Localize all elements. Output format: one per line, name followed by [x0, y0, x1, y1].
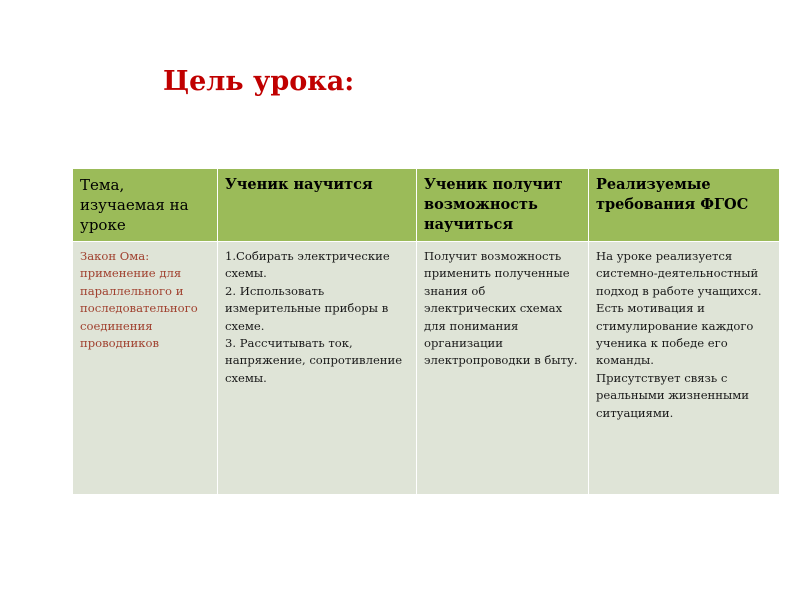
- header-topic: Тема, изучаемая на уроке: [73, 169, 218, 242]
- header-will-learn: Ученик научится: [218, 169, 417, 242]
- lesson-goals-table: [72, 168, 780, 495]
- cell-topic: Закон Ома: применение для параллельного и последовательного соединения проводников: [73, 242, 218, 495]
- header-opportunity: Ученик получит возможность научиться: [417, 169, 589, 242]
- cell-will-learn: [218, 242, 417, 495]
- will-learn-item: 1.Собирать электрические схемы.: [225, 249, 390, 281]
- cell-fgos: [589, 242, 780, 495]
- header-fgos: Реализуемые требования ФГОС: [589, 169, 780, 242]
- table-row: [73, 242, 780, 495]
- table-header-row: [73, 169, 780, 242]
- fgos-item: Есть мотивация и стимулирование каждого ученика к победе его команды.: [596, 301, 754, 368]
- fgos-item: На уроке реализуется системно-деятельностный подход в работе учащихся.: [596, 249, 762, 298]
- will-learn-item: 2. Использовать измерительные приборы в схеме.: [225, 283, 389, 333]
- will-learn-item: 3. Рассчитывать ток, напряжение, сопротивление схемы.: [225, 336, 403, 385]
- cell-opportunity: Получит возможность применить полученные знания об электрических схемах для понимания организации электропроводки в быту.: [417, 242, 589, 495]
- fgos-item: Присутствует связь с реальными жизненными ситуациями.: [596, 370, 749, 420]
- page-title: Цель урока:: [163, 66, 355, 97]
